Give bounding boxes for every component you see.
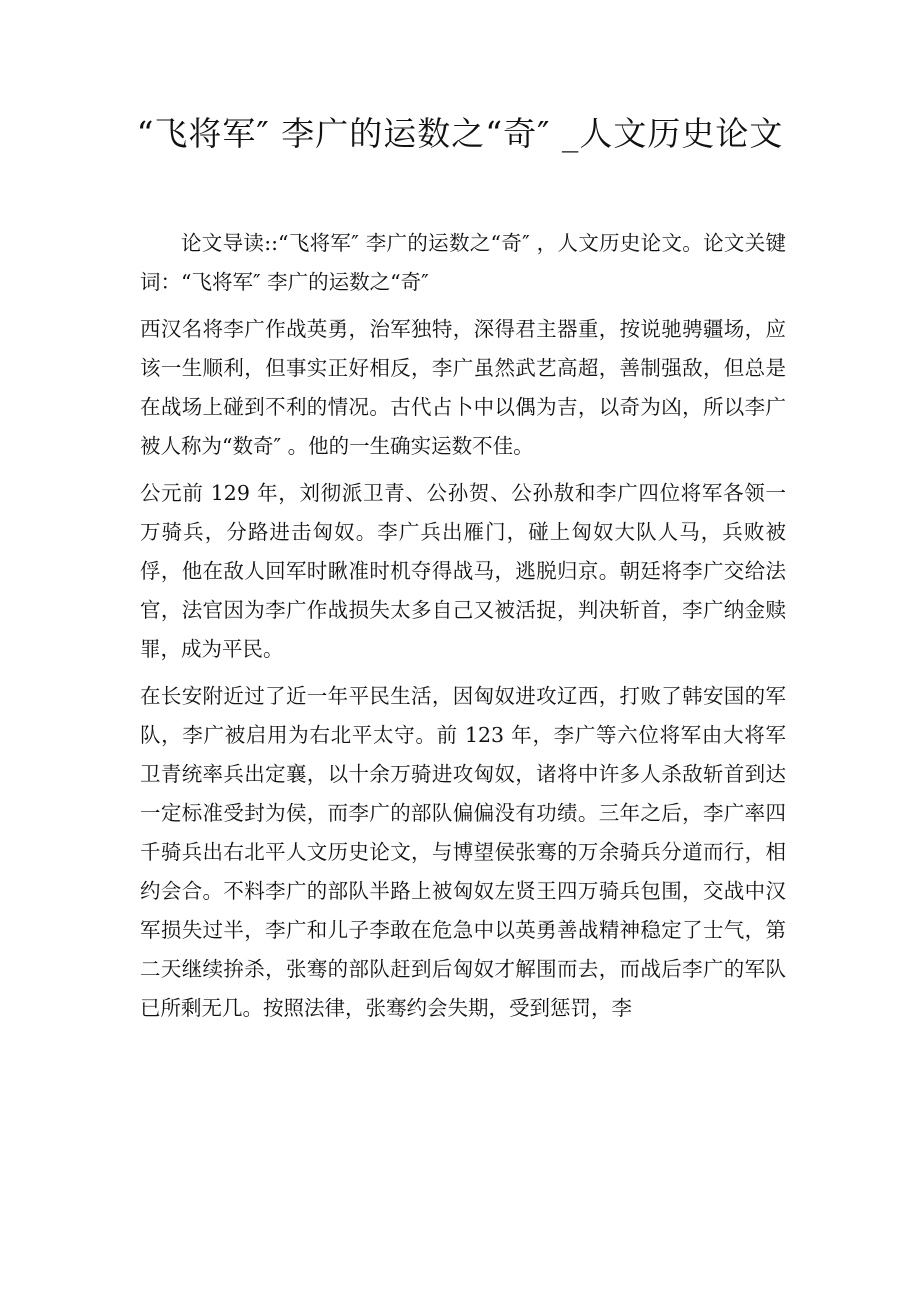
paragraph-2: 公元前 129 年，刘彻派卫青、公孙贺、公孙敖和李广四位将军各领一万骑兵，分路进击匈奴。李广兵出雁门，碰上匈奴大队人马，兵败被俘，他在敌人回军时瞅准时机夺得战马，逃脱归京。朝廷将李广交给法官，法官因为李广作战损失太多自己又被活捉，判决斩首，李广纳金赎罪，成为平民。 [140,481,786,661]
paragraph-3: 在长安附近过了近一年平民生活，因匈奴进攻辽西，打败了韩安国的军队，李广被启用为右北平太守。前 123 年，李广等六位将军由大将军卫青统率兵出定襄，以十余万骑进攻匈奴，诸将中许多人杀敌斩首到达一定标准受封为侯，而李广的部队偏偏没有功绩。三年之后，李广率四千骑兵出右北平人文历史论文，与博望侯张骞的万余骑兵分道而行，相约会合。不料李广的部队半路上被匈奴左贤王四万骑兵包围，交战中汉军损失过半，李广和儿子李敢在危急中以英勇善战精神稳定了士气，第二天继续拚杀，张骞的部队赶到后匈奴才解围而去，而战后李广的军队已所剩无几。按照法律，张骞约会失期，受到惩罚，李 [140,684,786,1020]
document-body [140,224,786,1036]
paragraph-1: 西汉名将李广作战英勇，治军独特，深得君主器重，按说驰骋疆场，应该一生顺利，但事实正好相反，李广虽然武艺高超，善制强敌，但总是在战场上碰到不利的情况。古代占卜中以偶为吉，以奇为凶，所以李广被人称为“数奇″ 。他的一生确实运数不佳。 [140,317,786,458]
document-title: “飞将军″ 李广的运数之“奇″ _人文历史论文 [136,114,784,153]
paragraph-abstract: 论文导读::“飞将军″ 李广的运数之“奇″ ，人文历史论文。论文关键词：“飞将军″ 李广的运数之“奇″ [140,231,786,294]
